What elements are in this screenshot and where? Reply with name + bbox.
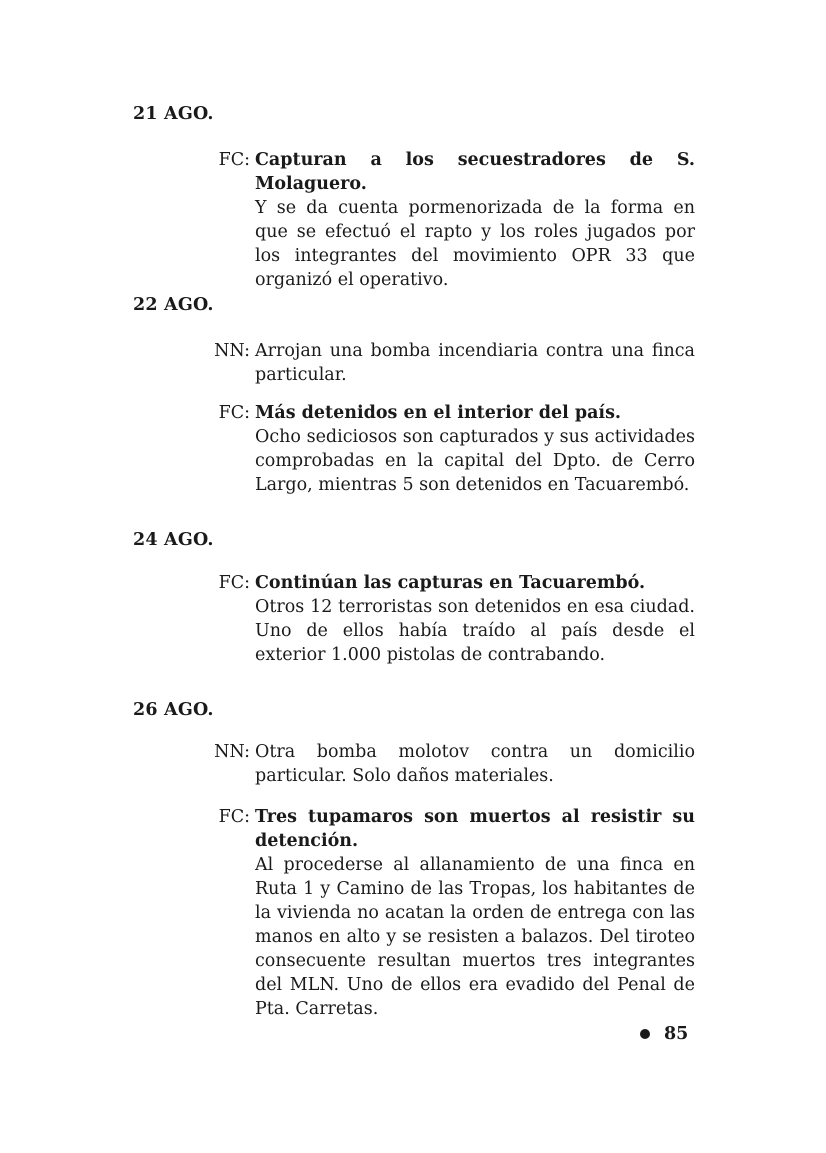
entry-body <box>255 571 695 667</box>
date-heading: 26 AGO. <box>133 700 214 720</box>
entry-headline: Más detenidos en el interior del país. <box>255 403 622 423</box>
date-heading: 22 AGO. <box>133 295 214 315</box>
source-tag: FC: <box>218 573 250 593</box>
bullet-icon <box>640 1029 650 1039</box>
source-tag: FC: <box>218 403 250 423</box>
news-entry <box>200 339 700 387</box>
entry-text: Al procederse al allanamiento de una finca en Ruta 1 y Camino de las Tropas, los habitantes de la vivienda no acatan la orden de entrega con las manos en alto y se resisten a balazos. Del tiroteo consecuente resultan muertos tres integrantes del MLN. Uno de ellos era evadido del Penal de Pta. Carretas. <box>255 855 695 1019</box>
entry-text: Ocho sediciosos son capturados y sus actividades comprobadas en la capital del Dpto. de Cerro Largo, mientras 5 son detenidos en Tacuarembó. <box>255 427 695 495</box>
news-entry <box>200 401 700 497</box>
page-footer <box>640 1024 688 1044</box>
entry-body <box>255 805 695 1021</box>
date-heading: 21 AGO. <box>133 104 214 124</box>
entry-headline: Capturan a los secuestradores de S. Molaguero. <box>255 150 695 194</box>
entry-text: Arrojan una bomba incendiaria contra una finca particular. <box>255 341 695 385</box>
source-tag: FC: <box>218 807 250 827</box>
news-entry <box>200 148 700 290</box>
entry-body <box>255 148 695 292</box>
entry-headline: Tres tupamaros son muertos al resistir su detención. <box>255 807 695 851</box>
entry-body <box>255 740 695 788</box>
entry-text: Otra bomba molotov contra un domicilio particular. Solo daños materiales. <box>255 742 695 786</box>
news-entry <box>200 740 700 788</box>
entry-headline: Continúan las capturas en Tacuarembó. <box>255 573 646 593</box>
date-heading: 24 AGO. <box>133 530 214 550</box>
entry-text: Otros 12 terroristas son detenidos en esa ciudad. Uno de ellos había traído al país desde el exterior 1.000 pistolas de contrabando. <box>255 597 695 665</box>
page-number: 85 <box>664 1024 689 1044</box>
entry-body <box>255 339 695 387</box>
source-tag: FC: <box>218 150 250 170</box>
entry-body <box>255 401 695 497</box>
entry-text: Y se da cuenta pormenorizada de la forma en que se efectuó el rapto y los roles jugados por los integrantes del movimiento OPR 33 que organizó el operativo. <box>255 198 695 290</box>
news-entry <box>200 571 700 667</box>
source-tag: NN: <box>214 341 250 361</box>
news-entry <box>200 805 700 1019</box>
source-tag: NN: <box>214 742 250 762</box>
